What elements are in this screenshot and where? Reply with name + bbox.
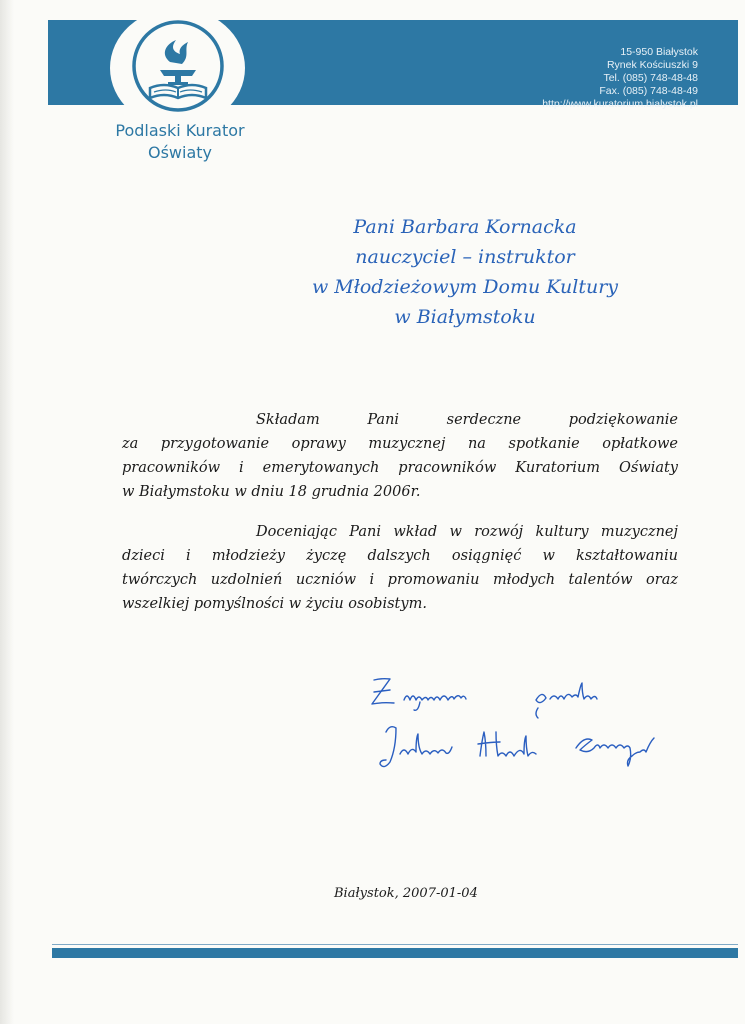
footer-rule — [52, 944, 738, 945]
addressee-block — [250, 212, 680, 332]
contact-postal: 15-950 Białystok — [620, 46, 698, 58]
torch-on-open-book-icon — [130, 18, 226, 114]
letter-body — [122, 408, 678, 616]
organization-name-line1: Podlaski Kurator — [115, 121, 245, 140]
place-date: Białystok, 2007-01-04 — [334, 886, 478, 901]
body-line: za przygotowanie oprawy muzycznej na spotkanie opłatkowe — [122, 436, 678, 452]
body-line: Doceniając Pani wkład w rozwój kultury muzycznej — [256, 524, 678, 540]
footer-band — [52, 948, 738, 958]
addressee-institution: w Młodzieżowym Domu Kultury — [311, 276, 619, 298]
contact-website: http://www.kuratorium.bialystok.pl — [542, 98, 698, 110]
organization-name — [95, 120, 265, 164]
body-line: twórczych uzdolnień uczniów i promowaniu młodych talentów oraz — [122, 572, 678, 588]
contact-block — [542, 46, 698, 111]
paragraph-thanks — [122, 408, 678, 504]
addressee-city: w Białymstoku — [394, 306, 536, 328]
body-line: pracowników i emerytowanych pracowników Kuratorium Oświaty — [122, 460, 678, 476]
paragraph-wishes — [122, 520, 678, 616]
body-line: Składam Pani serdeczne podziękowanie — [256, 412, 678, 428]
organization-name-line2: Oświaty — [147, 143, 212, 162]
contact-fax: Fax. (085) 748-48-49 — [599, 85, 698, 97]
addressee-name: Pani Barbara Kornacka — [353, 216, 577, 238]
scan-edge-shadow — [0, 0, 14, 1024]
contact-street: Rynek Kościuszki 9 — [606, 59, 698, 71]
body-line: w Białymstoku w dniu 18 grudnia 2006r. — [122, 484, 421, 500]
handwritten-signature — [360, 672, 720, 782]
body-line: wszelkiej pomyślności w życiu osobistym. — [122, 596, 427, 612]
addressee-role: nauczyciel – instruktor — [355, 246, 575, 268]
body-line: dzieci i młodzieży życzę dalszych osiągnięć w kształtowaniu — [122, 548, 678, 564]
contact-phone: Tel. (085) 748-48-48 — [603, 72, 698, 84]
